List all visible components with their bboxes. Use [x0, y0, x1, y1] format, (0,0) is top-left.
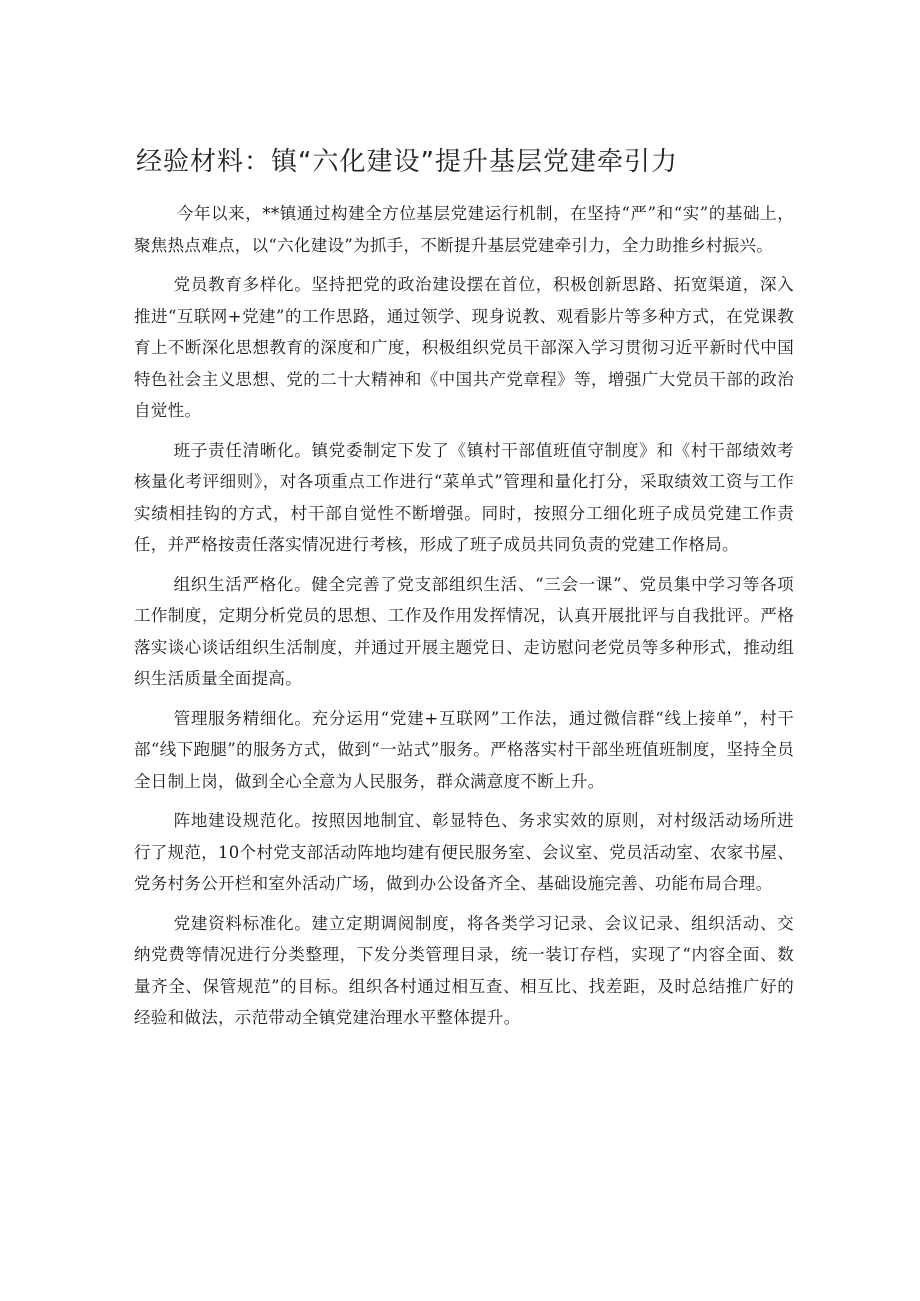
document-title: 经验材料：镇“六化建设”提升基层党建牵引力 [136, 147, 678, 177]
paragraph-management-service: 管理服务精细化。充分运用“党建+互联网”工作法，通过微信群“线上接单”，村干部“线下跑腿”的服务方式，做到“一站式”服务。严格落实村干部坐班值班制度，坚持全员全日制上岗，做到全心全意为人民服务，群众满意度不断上升。 [134, 708, 794, 791]
paragraph-materials-standardization: 党建资料标准化。建立定期调阅制度，将各类学习记录、会议记录、组织活动、交纳党费等情况进行分类整理，下发分类管理目录，统一装订存档，实现了“内容全面、数量齐全、保管规范”的目标。组织各村通过相互查、相互比、找差距，及时总结推广好的经验和做法，示范带动全镇党建治理水平整体提升。 [134, 913, 794, 1027]
paragraph-team-responsibility: 班子责任清晰化。镇党委制定下发了《镇村干部值班值守制度》和《村干部绩效考核量化考评细则》，对各项重点工作进行“菜单式”管理和量化打分，采取绩效工资与工作实绩相挂钩的方式，村干部自觉性不断增强。同时，按照分工细化班子成员党建工作责任，并严格按责任落实情况进行考核，形成了班子成员共同负责的党建工作格局。 [134, 440, 794, 554]
paragraph-position-construction: 阵地建设规范化。按照因地制宜、彰显特色、务求实效的原则，对村级活动场所进行了规范，10个村党支部活动阵地均建有便民服务室、会议室、党员活动室、农家书屋、党务村务公开栏和室外活动广场，做到办公设备齐全、基础设施完善、功能布局合理。 [134, 811, 794, 893]
paragraph-intro: 今年以来，**镇通过构建全方位基层党建运行机制，在坚持“严”和“实”的基础上，聚焦热点难点，以“六化建设”为抓手，不断提升基层党建牵引力，全力助推乡村振兴。 [134, 204, 794, 255]
paragraph-party-education: 党员教育多样化。坚持把党的政治建设摆在首位，积极创新思路、拓宽渠道，深入推进“互联网+党建”的工作思路，通过领学、现身说教、观看影片等多种方式，在党课教育上不断深化思想教育的深度和广度，积极组织党员干部深入学习贯彻习近平新时代中国特色社会主义思想、党的二十大精神和《中国共产党章程》等，增强广大党员干部的政治自觉性。 [134, 275, 794, 420]
document-body [134, 198, 794, 1042]
paragraph-organization-life: 组织生活严格化。健全完善了党支部组织生活、“三会一课”、党员集中学习等各项工作制度，定期分析党员的思想、工作及作用发挥情况，认真开展批评与自我批评。严格落实谈心谈话组织生活制度，并通过开展主题党日、走访慰问老党员等多种形式，推动组织生活质量全面提高。 [134, 574, 794, 688]
